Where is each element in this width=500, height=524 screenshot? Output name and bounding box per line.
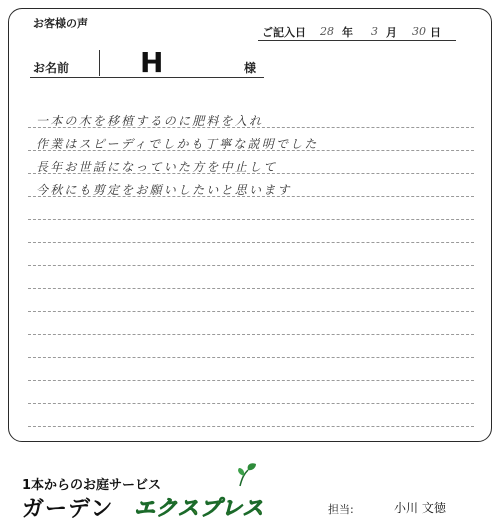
comment-line: 一本の木を移植するのに肥料を入れ (36, 114, 264, 128)
name-label: お名前 (33, 61, 70, 75)
ruled-line (28, 403, 474, 404)
date-underline (258, 40, 456, 41)
ruled-line (28, 311, 474, 312)
customer-name: H (140, 46, 164, 79)
ruled-line (28, 242, 474, 243)
date-month-unit: 月 (386, 26, 397, 39)
date-year-unit: 年 (342, 26, 353, 39)
staff-name: 小川 文徳 (394, 501, 446, 515)
form-title: お客様の声 (33, 17, 88, 30)
comment-line: 今秋にも剪定をお願いしたいと思います (36, 183, 292, 197)
name-divider (99, 50, 100, 76)
date-year: 28 (320, 25, 334, 38)
ruled-line (28, 380, 474, 381)
date-label: ご記入日 (262, 26, 306, 39)
comment-line: 作業はスピーディでしかも丁寧な説明でした (36, 137, 319, 151)
name-suffix: 様 (244, 61, 257, 75)
ruled-line (28, 288, 474, 289)
comment-line: 長年お世話になっていた方を中止して (36, 160, 278, 174)
date-month: 3 (371, 25, 378, 38)
tagline: 1本からのお庭サービス (22, 478, 162, 493)
date-day: 30 (412, 25, 426, 38)
ruled-line (28, 219, 474, 220)
ruled-line (28, 426, 474, 427)
date-day-unit: 日 (430, 26, 441, 39)
ruled-line (28, 265, 474, 266)
leaf-icon (234, 462, 262, 492)
ruled-line (28, 334, 474, 335)
brand-accent: エクスプレス (134, 496, 265, 520)
ruled-line (28, 357, 474, 358)
staff-label: 担当: (328, 503, 354, 516)
name-underline (30, 77, 264, 78)
brand-main: ガーデン (22, 497, 114, 522)
